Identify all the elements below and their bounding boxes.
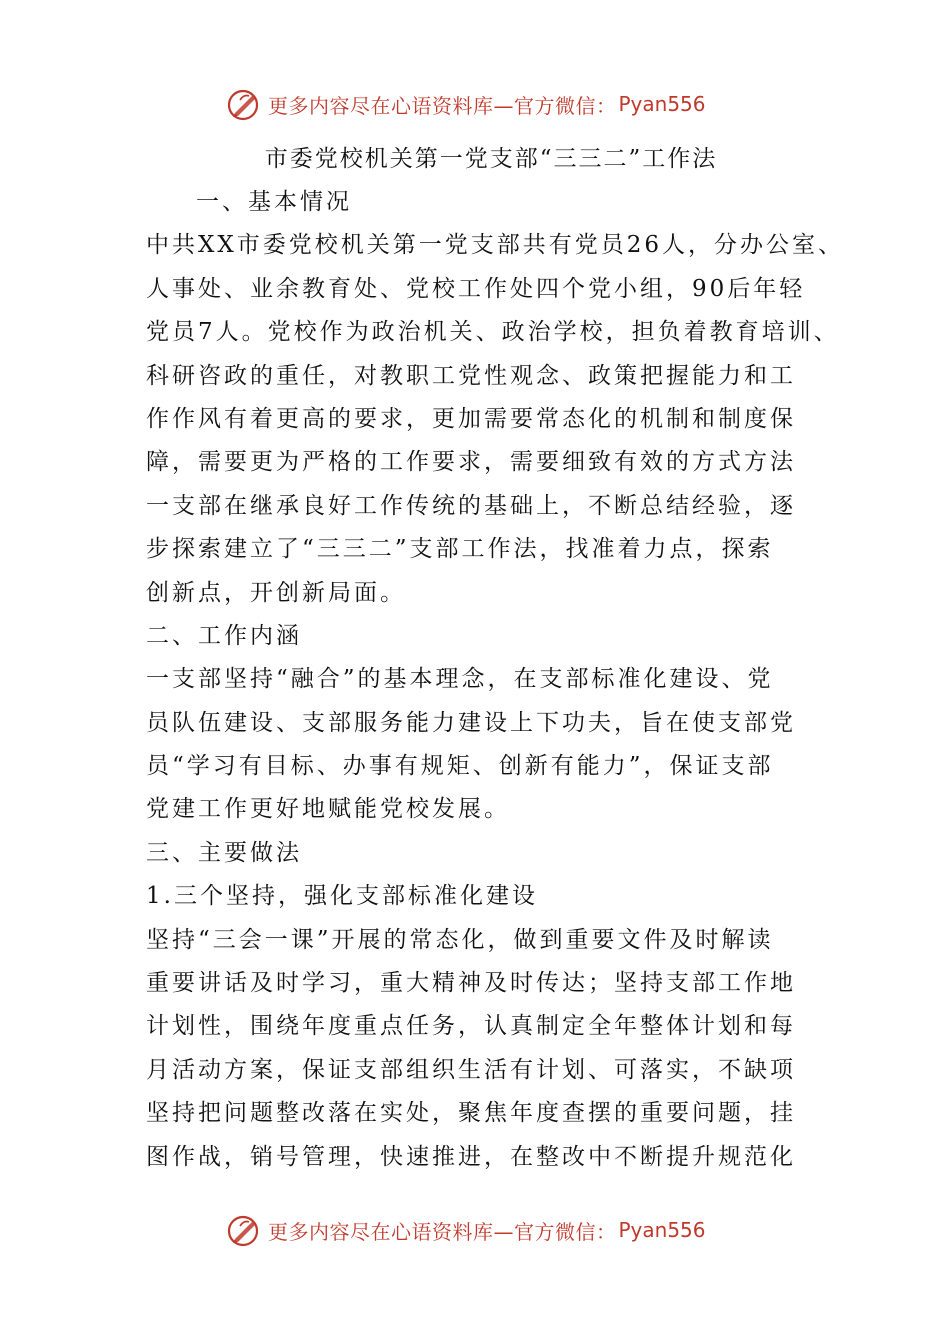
section-heading: 三、主要做法: [146, 839, 302, 866]
document-body: [146, 138, 845, 1179]
paragraph-line: 党建工作更好地赋能党校发展。: [146, 796, 510, 823]
paragraph-line: 图作战，销号管理，快速推进，在整改中不断提升规范化: [146, 1143, 796, 1170]
watermark-wechat-id: Pyan556: [618, 1218, 706, 1242]
watermark-text: 更多内容尽在心语资料库—官方微信：: [268, 1219, 617, 1244]
document-title: 市委党校机关第一党支部“三三二”工作法: [264, 146, 718, 172]
pen-in-circle-icon: [226, 1212, 262, 1248]
pen-in-circle-icon: [226, 86, 262, 122]
section-heading: 二、工作内涵: [146, 622, 302, 649]
paragraph-line: 重要讲话及时学习，重大精神及时传达；坚持支部工作地: [146, 970, 796, 997]
watermark-header: [226, 84, 726, 124]
section-heading: 一、基本情况: [196, 189, 352, 215]
paragraph-line: 人事处、业余教育处、党校工作处四个党小组，90后年轻: [146, 275, 806, 302]
paragraph-line: 计划性，围绕年度重点任务，认真制定全年整体计划和每: [146, 1013, 796, 1040]
paragraph-line: 一支部在继承良好工作传统的基础上，不断总结经验，逐: [146, 492, 796, 519]
watermark-footer: [226, 1210, 726, 1250]
watermark-wechat-id: Pyan556: [618, 92, 706, 116]
paragraph-line: 员“学习有目标、办事有规矩、创新有能力”，保证支部: [146, 753, 774, 780]
paragraph-line: 步探索建立了“三三二”支部工作法，找准着力点，探索: [146, 536, 774, 563]
paragraph-line: 作作风有着更高的要求，更加需要常态化的机制和制度保: [146, 405, 796, 432]
paragraph-line: 科研咨政的重任，对教职工党性观念、政策把握能力和工: [146, 362, 796, 389]
subsection-heading: 1.三个坚持，强化支部标准化建设: [146, 883, 538, 910]
paragraph-line: 党员7人。党校作为政治机关、政治学校，担负着教育培训、: [146, 319, 840, 346]
watermark-text: 更多内容尽在心语资料库—官方微信：: [268, 93, 617, 118]
paragraph-line: 坚持“三会一课”开展的常态化，做到重要文件及时解读: [146, 926, 774, 953]
paragraph-line: 坚持把问题整改落在实处，聚焦年度查摆的重要问题，挂: [146, 1100, 796, 1127]
paragraph-line: 创新点，开创新局面。: [146, 579, 406, 606]
paragraph-line: 障，需要更为严格的工作要求，需要细致有效的方式方法: [146, 449, 796, 476]
paragraph-line: 中共XX市委党校机关第一党支部共有党员26人，分办公室、: [146, 232, 845, 259]
paragraph-line: 员队伍建设、支部服务能力建设上下功夫，旨在使支部党: [146, 709, 796, 736]
paragraph-line: 一支部坚持“融合”的基本理念，在支部标准化建设、党: [146, 666, 774, 693]
paragraph-line: 月活动方案，保证支部组织生活有计划、可落实，不缺项: [146, 1056, 796, 1083]
